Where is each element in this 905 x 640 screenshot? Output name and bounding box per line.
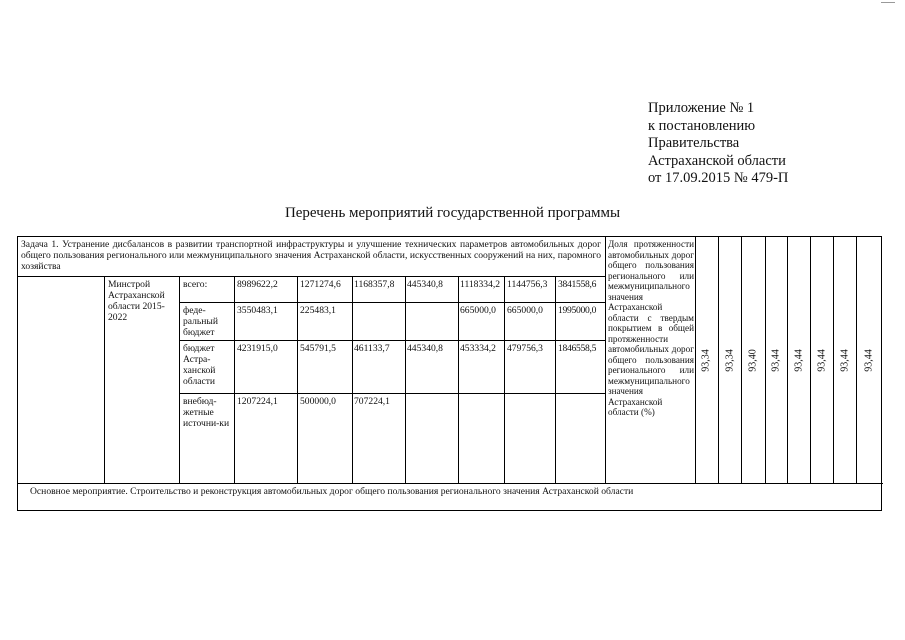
annex-line-3: Правительства [648,135,740,151]
value-cell: 4231915,0 [237,343,278,354]
measures-table [17,236,882,511]
value-cell: 1271274,6 [300,279,341,290]
indicator-value: 93,44 [839,349,851,372]
source-extrabudgetary: внебюд-жетные источни-ки [183,396,230,429]
value-cell: 1118334,2 [460,279,501,290]
indicator-description: Доля протяженности автомобильных дорог общего пользования регионального или межмуниципального значения Астраханской области с твердым покрытием в общей протяженности автомобильных дорог общего пользования регионального или межмуниципального значения Астраханской области (%) [608,239,694,417]
executor-cell: Минстрой Астраханской области 2015-2022 [108,279,165,323]
source-regional: бюджет Астра-ханской области [183,343,216,387]
main-activity-row: Основное мероприятие. Строительство и реконструкция автомобильных дорог общего пользования регионального значения Астраханской области [30,486,634,497]
value-cell: 1144756,3 [507,279,548,290]
value-cell: 545791,5 [300,343,336,354]
value-cell: 1168357,8 [354,279,395,290]
value-cell: 461133,7 [354,343,390,354]
value-cell: 225483,1 [300,305,336,316]
page-edge-mark [881,2,895,3]
indicator-value: 93,44 [793,349,805,372]
value-cell: 1207224,1 [237,396,278,407]
annex-line-4: Астраханской области [648,152,786,169]
value-cell: 3841558,6 [558,279,597,290]
annex-line-1: Приложение № 1 [648,100,755,116]
indicator-value: 93,44 [770,349,782,372]
source-total: всего: [183,279,208,290]
value-cell: 453334,2 [460,343,496,354]
indicator-value: 93,34 [700,349,712,372]
indicator-value: 93,40 [747,349,759,372]
annex-line-5: от 17.09.2015 № 479-П [648,170,789,186]
page-title: Перечень мероприятий государственной программы [284,205,621,221]
value-cell: 3550483,1 [237,305,278,316]
source-federal: феде-ральный бюджет [183,305,219,338]
indicator-value: 93,44 [816,349,828,372]
value-cell: 8989622,2 [237,279,278,290]
value-cell: 445340,8 [407,343,443,354]
annex-line-2: к постановлению [648,117,756,134]
value-cell: 707224,1 [354,396,390,407]
value-cell: 665000,0 [460,305,496,316]
indicator-value: 93,34 [724,349,736,372]
task-description: Задача 1. Устранение дисбалансов в развитии транспортной инфраструктуры и улучшение технических параметров автомобильных дорог общего пользования регионального или межмуниципального значения Астраханской области, искусственных сооружений на них, паромного хозяйства [21,239,601,272]
value-cell: 1995000,0 [558,305,597,316]
value-cell: 665000,0 [507,305,543,316]
indicator-value: 93,44 [863,349,875,372]
value-cell: 1846558,5 [558,343,597,354]
value-cell: 445340,8 [407,279,443,290]
value-cell: 500000,0 [300,396,336,407]
value-cell: 479756,3 [507,343,543,354]
annex-block [648,100,788,188]
